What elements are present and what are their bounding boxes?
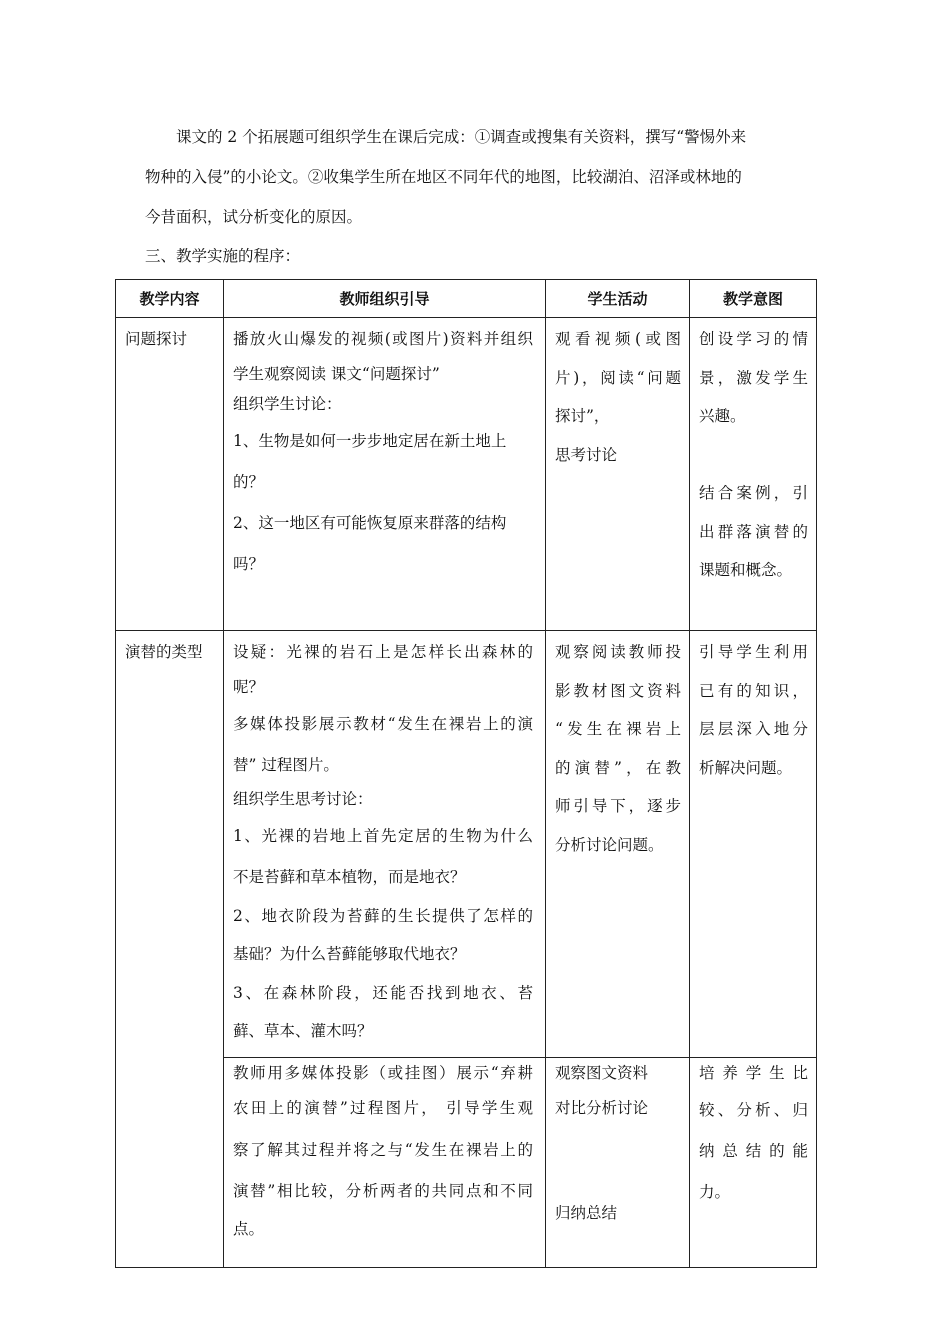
row2-intent-line-2: 已有的知识，: [699, 681, 808, 700]
row2-teacher-line-9: 基础？为什么苔藓能够取代地衣？: [233, 945, 466, 963]
row2-student-cell: [546, 631, 690, 1058]
row3-intent-line-1: 培养学生比: [699, 1063, 808, 1082]
row1-teacher-line-4: 1、生物是如何一步步地定居在新土地上: [233, 431, 507, 450]
row2-teacher-line-3: 多媒体投影展示教材“发生在裸岩上的演: [233, 714, 533, 733]
row2-teacher-line-2: 呢？: [233, 677, 265, 696]
row1-teacher-line-5: 的？: [233, 472, 265, 491]
table-row: [116, 631, 817, 1058]
header-intent: 教学意图: [690, 280, 817, 318]
intro-line-1: 课文的 2 个拓展题可组织学生在课后完成：①调查或搜集有关资料，撰写“警惕外来: [176, 128, 747, 146]
row2-intent-line-4: 析解决问题。: [699, 758, 793, 777]
section-heading: 三、教学实施的程序：: [145, 247, 301, 265]
row1-intent-line-1: 创设学习的情: [699, 330, 808, 348]
intro-paragraph: [145, 117, 815, 237]
row1-teacher-line-6: 2、这一地区有可能恢复原来群落的结构: [233, 514, 507, 532]
row3-teacher-cell: [224, 1057, 546, 1267]
row1-content: 问题探讨: [125, 330, 188, 348]
row3-teacher-line-1: 教师用多媒体投影（或挂图）展示“弃耕: [233, 1063, 533, 1082]
row3-student-cell: [546, 1057, 690, 1267]
row2-student-line-4: 的演替”，在教: [555, 758, 681, 777]
row3-teacher-line-2: 农田上的演替”过程图片， 引导学生观: [233, 1098, 533, 1117]
row3-intent-line-3: 纳总结的能: [699, 1141, 808, 1160]
row2-student-line-5: 师引导下，逐步: [555, 797, 681, 815]
row2-teacher-line-8: 2、地衣阶段为苔藓的生长提供了怎样的: [233, 906, 533, 925]
header-student: 学生活动: [546, 280, 690, 318]
row2-student-line-2: 影教材图文资料: [555, 681, 681, 700]
row1-intent-line-3: 兴趣。: [699, 407, 746, 425]
row2-student-line-1: 观察阅读教师投: [555, 643, 681, 661]
row1-teacher-cell: [224, 318, 546, 631]
row2-teacher-line-4: 替” 过程图片。: [233, 755, 339, 774]
row1-student-line-3: 探讨”，: [555, 407, 610, 425]
row2-intent-line-3: 层层深入地分: [699, 720, 808, 738]
row3-student-line-2: 对比分析讨论: [555, 1098, 649, 1117]
row3-student-line-3: 归纳总结: [555, 1203, 618, 1222]
row1-teacher-line-2: 学生观察阅读 课文“问题探讨”: [233, 364, 440, 383]
row2-intent-line-1: 引导学生利用: [699, 643, 808, 661]
row3-teacher-line-5: 点。: [233, 1220, 265, 1238]
table-row: [116, 318, 817, 631]
row1-teacher-line-7: 吗？: [233, 555, 265, 573]
row1-intent-cell: [690, 318, 817, 631]
row3-student-line-1: 观察图文资料: [555, 1063, 649, 1082]
row1-intent-line-4: 结合案例，引: [699, 484, 808, 502]
row3-teacher-line-4: 演替”相比较，分析两者的共同点和不同: [233, 1181, 533, 1200]
row2-teacher-line-11: 藓、草本、灌木吗？: [233, 1022, 373, 1040]
header-content: 教学内容: [116, 280, 224, 318]
row1-intent-line-2: 景，激发学生: [699, 368, 808, 387]
row1-intent-line-6: 课题和概念。: [699, 561, 793, 579]
row2-teacher-cell: [224, 631, 546, 1058]
row1-content-cell: [116, 318, 224, 631]
row1-student-line-2: 片)，阅读“问题: [555, 368, 681, 387]
row2-student-line-3: “发生在裸岩上: [555, 720, 681, 738]
row1-student-line-1: 观看视频(或图: [555, 330, 681, 348]
row1-intent-line-5: 出群落演替的: [699, 522, 808, 541]
row1-student-cell: [546, 318, 690, 631]
row1-student-line-4: 思考讨论: [555, 445, 618, 464]
row2-teacher-line-5: 组织学生思考讨论：: [233, 790, 373, 808]
table-header-row: [116, 280, 817, 318]
row3-intent-cell: [690, 1057, 817, 1267]
row2-teacher-line-6: 1、光裸的岩地上首先定居的生物为什么: [233, 827, 533, 845]
intro-line-3: 今昔面积，试分析变化的原因。: [145, 208, 363, 226]
row2-teacher-line-10: 3、在森林阶段，还能否找到地衣、苔: [233, 983, 533, 1002]
row2-teacher-line-7: 不是苔藓和草本植物，而是地衣？: [233, 868, 466, 886]
lesson-table: [115, 279, 817, 1268]
row2-student-line-6: 分析讨论问题。: [555, 835, 664, 854]
row1-teacher-line-3: 组织学生讨论：: [233, 394, 342, 413]
intro-line-2: 物种的入侵”的小论文。②收集学生所在地区不同年代的地图，比较湖泊、沼泽或林地的: [145, 168, 742, 186]
row2-teacher-line-1: 设疑：光裸的岩石上是怎样长出森林的: [233, 643, 533, 661]
row2-content: 演替的类型: [125, 643, 203, 661]
row3-intent-line-2: 较、分析、归: [699, 1100, 808, 1119]
row2-content-cell: [116, 631, 224, 1268]
row3-intent-line-4: 力。: [699, 1182, 731, 1201]
row2-intent-cell: [690, 631, 817, 1058]
header-teacher: 教师组织引导: [224, 280, 546, 318]
row1-teacher-line-1: 播放火山爆发的视频(或图片)资料并组织: [233, 330, 533, 348]
row3-teacher-line-3: 察了解其过程并将之与“发生在裸岩上的: [233, 1140, 533, 1159]
